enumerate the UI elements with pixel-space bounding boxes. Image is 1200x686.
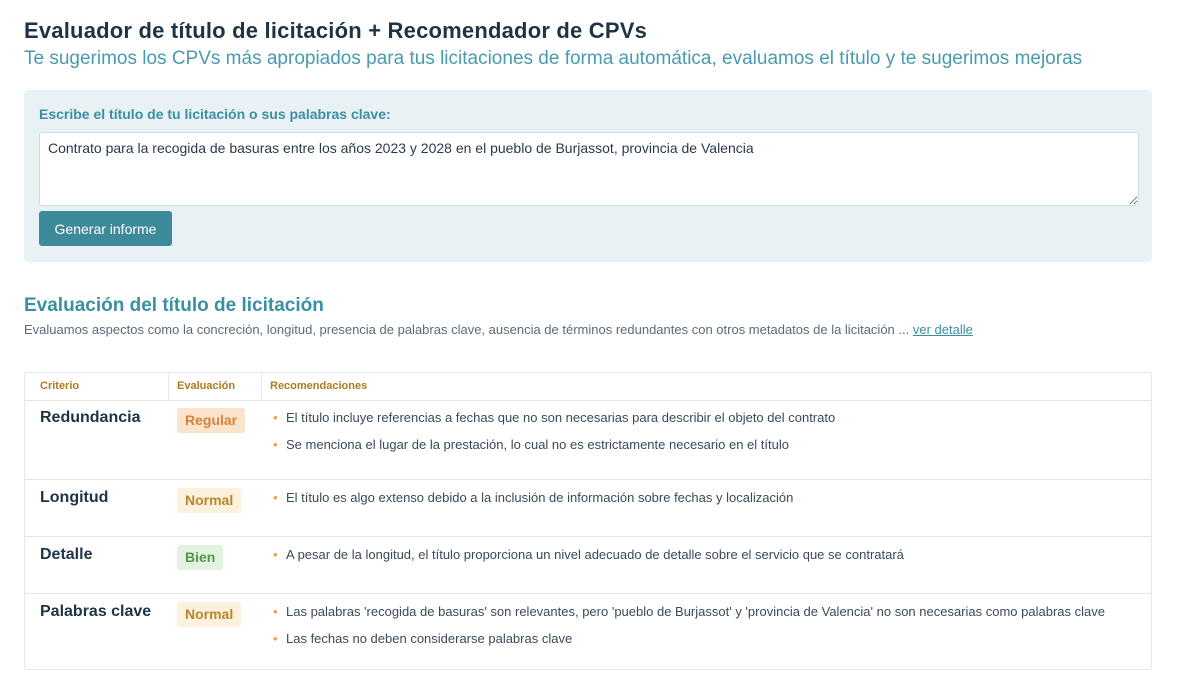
column-header-evaluation: Evaluación bbox=[177, 380, 236, 392]
criterion-label: Redundancia bbox=[40, 409, 141, 426]
recommendations-list bbox=[273, 410, 835, 464]
bullet-icon: • bbox=[273, 437, 278, 452]
table-row bbox=[25, 593, 1151, 671]
title-input-panel bbox=[24, 90, 1152, 262]
recommendations-list bbox=[273, 604, 1105, 658]
recommendation-text: Se menciona el lugar de la prestación, lo cual no es estrictamente necesario en el título bbox=[286, 437, 789, 452]
evaluation-section-title: Evaluación del título de licitación bbox=[24, 295, 324, 316]
column-divider bbox=[261, 373, 262, 400]
table-row bbox=[25, 400, 1151, 479]
recommendation-item bbox=[273, 437, 835, 464]
table-row bbox=[25, 536, 1151, 594]
column-divider bbox=[168, 373, 169, 400]
recommendation-item bbox=[273, 631, 1105, 658]
recommendation-item bbox=[273, 410, 835, 437]
bullet-icon: • bbox=[273, 490, 278, 505]
rating-badge: Normal bbox=[177, 488, 241, 513]
criterion-label: Palabras clave bbox=[40, 603, 152, 620]
column-header-recommendations: Recomendaciones bbox=[270, 380, 368, 392]
recommendation-item bbox=[273, 547, 904, 574]
column-header-criterion: Criterio bbox=[40, 380, 80, 392]
page-subtitle: Te sugerimos los CPVs más apropiados para tus licitaciones de forma automática, evaluamos el título y te sugerimos mejoras bbox=[24, 48, 1083, 69]
bullet-icon: • bbox=[273, 604, 278, 619]
criterion-label: Longitud bbox=[40, 489, 109, 506]
rating-badge: Normal bbox=[177, 602, 241, 627]
evaluation-section-description bbox=[24, 322, 973, 337]
evaluation-table bbox=[24, 372, 1152, 670]
recommendations-list bbox=[273, 490, 793, 517]
recommendation-text: El título incluye referencias a fechas que no son necesarias para describir el objeto del contrato bbox=[286, 410, 836, 425]
recommendation-item bbox=[273, 604, 1105, 631]
table-header bbox=[25, 373, 1151, 401]
view-detail-link[interactable]: ver detalle bbox=[912, 322, 973, 337]
rating-badge: Bien bbox=[177, 545, 223, 570]
generate-report-button[interactable]: Generar informe bbox=[39, 211, 172, 246]
recommendation-item bbox=[273, 490, 793, 517]
title-textarea[interactable] bbox=[39, 132, 1139, 206]
bullet-icon: • bbox=[273, 410, 278, 425]
recommendations-list bbox=[273, 547, 904, 574]
recommendation-text: El título es algo extenso debido a la inclusión de información sobre fechas y localización bbox=[286, 490, 794, 505]
bullet-icon: • bbox=[273, 547, 278, 562]
evaluation-description-text: Evaluamos aspectos como la concreción, longitud, presencia de palabras clave, ausencia de términos redundantes con otros metadatos de la licitación ... bbox=[24, 322, 910, 337]
recommendation-text: Las fechas no deben considerarse palabras clave bbox=[286, 631, 573, 646]
title-input-label: Escribe el título de tu licitación o sus palabras clave: bbox=[39, 106, 391, 122]
bullet-icon: • bbox=[273, 631, 278, 646]
page-title: Evaluador de título de licitación + Recomendador de CPVs bbox=[24, 18, 648, 43]
recommendation-text: A pesar de la longitud, el título proporciona un nivel adecuado de detalle sobre el servicio que se contratará bbox=[286, 547, 904, 562]
table-row bbox=[25, 479, 1151, 537]
criterion-label: Detalle bbox=[40, 546, 93, 563]
rating-badge: Regular bbox=[177, 408, 245, 433]
recommendation-text: Las palabras 'recogida de basuras' son relevantes, pero 'pueblo de Burjassot' y 'provincia de Valencia' no son necesarias como palabras clave bbox=[286, 604, 1105, 619]
